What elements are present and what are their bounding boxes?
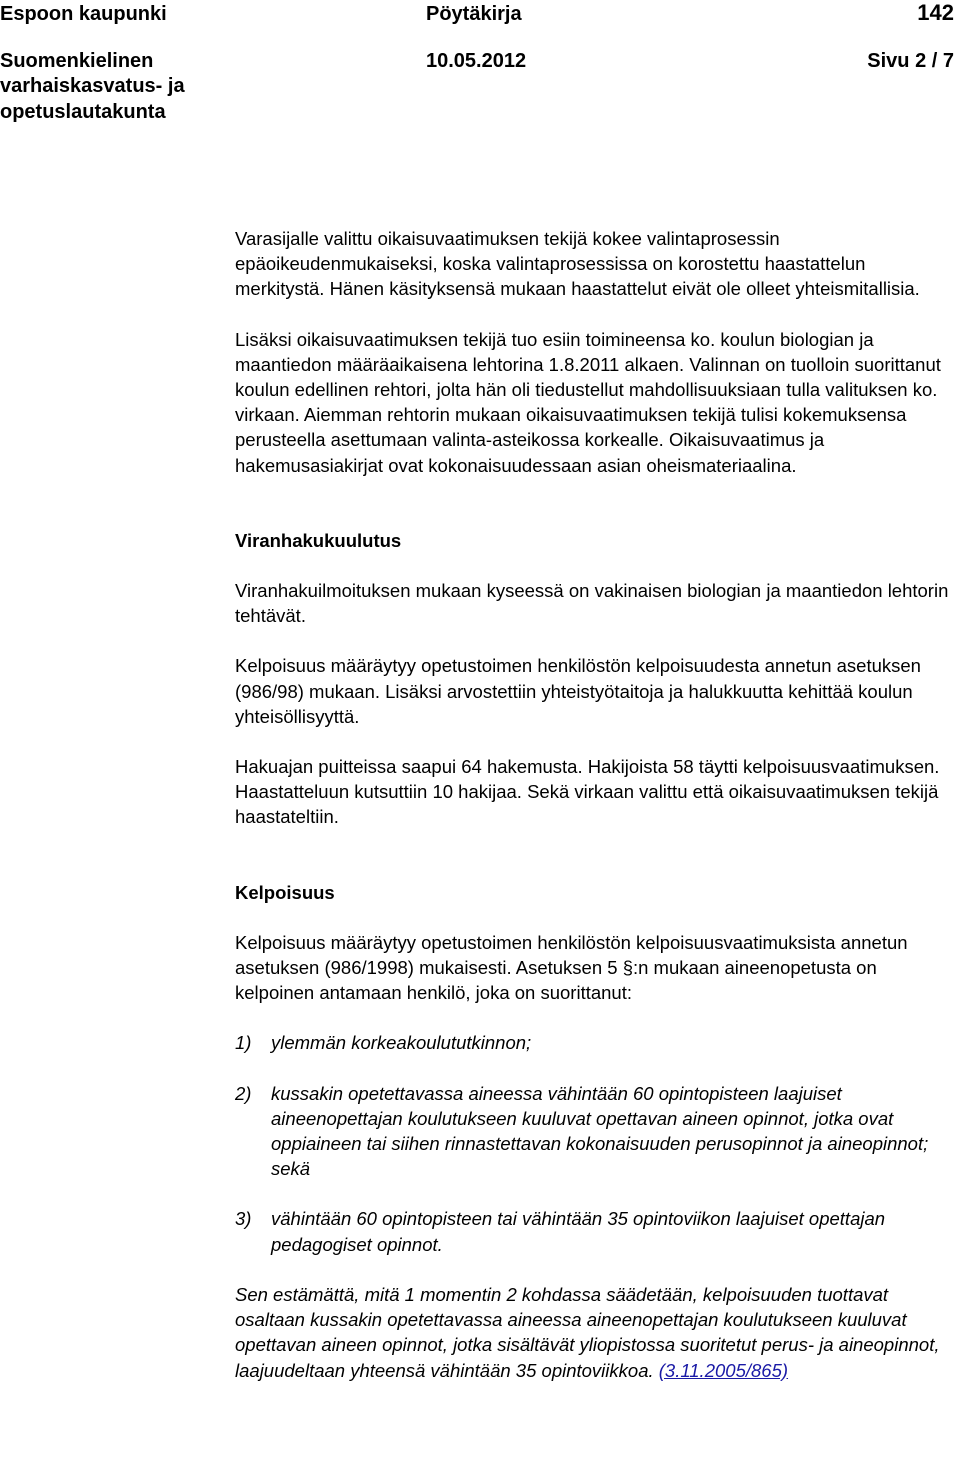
statute-reference-link[interactable]: (3.11.2005/865) (658, 1359, 789, 1381)
paragraph-qualification-basis: Kelpoisuus määräytyy opetustoimen henkilöstön kelpoisuudesta annetun asetuksen (986/98) mukaan. Lisäksi arvostettiin yhteistyötaitoja ja halukkuutta kehittää koulun yhteisöllisyyttä. (235, 655, 921, 727)
list-item (235, 1206, 957, 1256)
paragraph-qualification-regulation: Kelpoisuus määräytyy opetustoimen henkilöstön kelpoisuusvaatimuksista annetun asetuksen (986/1998) mukaisesti. Asetuksen 5 §:n mukaan aineenopetusta on kelpoinen antamaan henkilö, joka on suorittanut: (235, 931, 908, 1004)
committee-name-line-3: opetuslautakunta (0, 101, 166, 123)
organization-name: Espoon kaupunki (0, 3, 167, 25)
list-item-number: 1) (235, 1032, 252, 1054)
heading-vacancy-notice: Viranhakukuulutus (235, 529, 402, 551)
committee-name-line-2: varhaiskasvatus- ja (0, 75, 185, 97)
document-type: Pöytäkirja (426, 3, 522, 25)
committee-name-line-1: Suomenkielinen (0, 50, 154, 72)
list-item-text: kussakin opetettavassa aineessa vähintään 60 opintopisteen laajuiset aineenopettajan koulutukseen kuuluvat opettavan aineen opinnot, jotka ovat oppiaineen tai siihen rinnastettavan kokonaisuuden perusopinnot ja aineopinnot; sekä (271, 1082, 929, 1180)
meeting-date: 10.05.2012 (426, 50, 527, 72)
list-item (235, 1081, 957, 1182)
paragraph-exception-clause (235, 1282, 957, 1383)
paragraph-appeal-background: Lisäksi oikaisuvaatimuksen tekijä tuo esiin toimineensa ko. koulun biologian ja maantiedon määräaikaisena lehtorina 1.8.2011 alkaen. Valinnan on tuolloin suorittanut koulun edellinen rehtori, jolta hän oli tiedustellut mahdollisuuksiaan tulla valituksen ko. virkaan. Aiemman rehtorin mukaan oikaisuvaatimuksen tekijä tulisi kokemuksensa perusteella asettumaan valinta-asteikossa korkealle. Oikaisuvaatimus ja hakemusasiakirjat ovat kokonaisuudessaan asian oheismateriaalina. (235, 328, 941, 476)
paragraph-application-counts: Hakuajan puitteissa saapui 64 hakemusta. Hakijoista 58 täytti kelpoisuusvaatimuksen. Haastatteluun kutsuttiin 10 hakijaa. Sekä virkaan valittu että oikaisuvaatimuksen tekijä haastateltiin. (235, 756, 940, 828)
heading-qualifications: Kelpoisuus (235, 881, 335, 903)
paragraph-appeal-claim: Varasijalle valittu oikaisuvaatimuksen tekijä kokee valintaprosessin epäoikeudenmukaiseksi, koska valintaprosessissa on korostettu haastattelun merkitystä. Hänen käsityksensä mukaan haastattelut eivät ole olleet yhteismitallisia. (235, 228, 920, 300)
exception-clause-text: Sen estämättä, mitä 1 momentin 2 kohdassa säädetään, kelpoisuuden tuottavat osaltaan kussakin opetettavassa aineessa aineenopettajan koulutukseen kuuluvat opettavan aineen opinnot, jotka sisältävät yliopistossa suoritetut perus- ja aineopinnot, laajuudeltaan yhteensä vähintään 35 opintoviikkoa. (235, 1283, 940, 1381)
list-item-text: ylemmän korkeakoulututkinnon; (271, 1032, 532, 1054)
list-item-number: 3) (235, 1208, 252, 1230)
section-number: 142 (917, 0, 954, 25)
document-body (235, 226, 957, 1383)
paragraph-vacancy-description: Viranhakuilmoituksen mukaan kyseessä on vakinaisen biologian ja maantiedon lehtorin tehtävät. (235, 580, 949, 627)
qualification-requirements-list (235, 1030, 957, 1256)
page-indicator: Sivu 2 / 7 (867, 50, 954, 72)
list-item-text: vähintään 60 opintopisteen tai vähintään 35 opintoviikon laajuiset opettajan pedagogiset opinnot. (271, 1208, 886, 1255)
list-item (235, 1030, 957, 1055)
list-item-number: 2) (235, 1082, 252, 1104)
